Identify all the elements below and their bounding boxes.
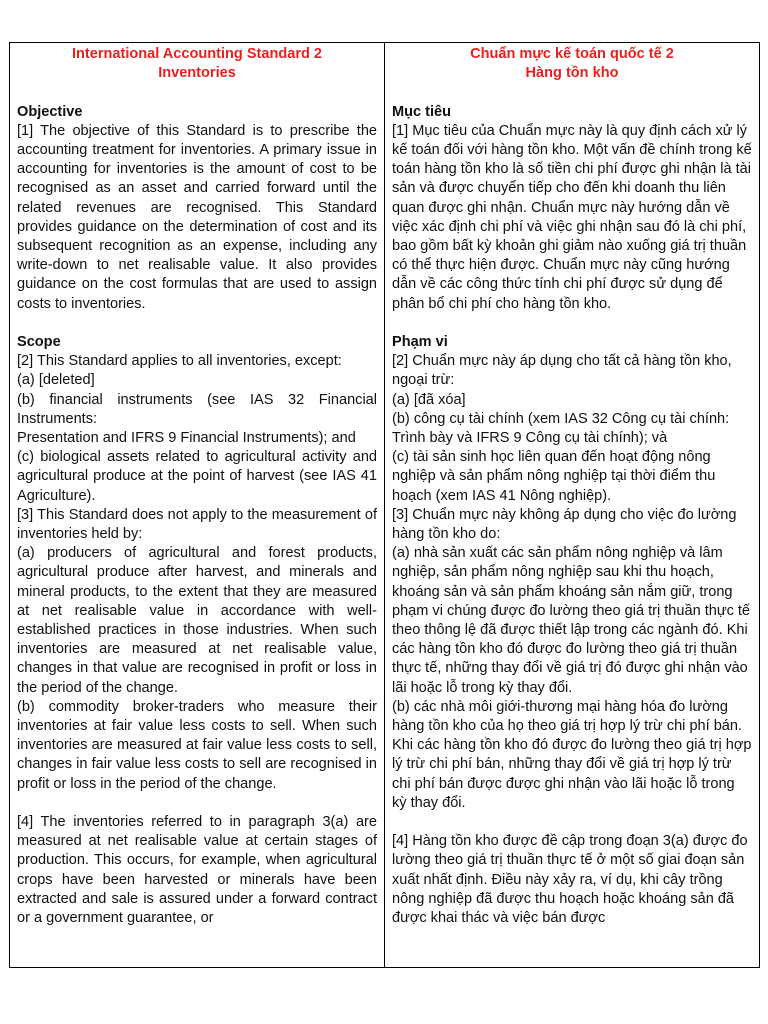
english-paragraph-2c: (c) biological assets related to agricultural activity and agricultural produce at the point of harvest (see IAS 41 Agriculture).: [17, 449, 377, 504]
vietnamese-column: [385, 43, 759, 967]
english-paragraph-3a: (a) producers of agricultural and forest products, agricultural produce after harvest, and minerals and mineral products, to the extent that they are measured at net realisable value in accordance with well-established practices in those industries. When such inventories are measured at net realisable value, changes in that value are recognised in profit or loss in the period of the change.: [17, 545, 377, 696]
vietnamese-paragraph-2c: (c) tài sản sinh học liên quan đến hoạt động nông nghiệp và sản phẩm nông nghiệp tại thời điểm thu hoạch (xem IAS 41 Nông nghiệp).: [392, 449, 716, 504]
english-paragraph-2b-line2: Presentation and IFRS 9 Financial Instruments); and: [17, 430, 356, 447]
vietnamese-paragraph-3-intro: [3] Chuẩn mực này không áp dụng cho việc đo lường hàng tồn kho do:: [392, 506, 737, 543]
english-column: [10, 43, 385, 967]
english-paragraph-3-intro: [3] This Standard does not apply to the measurement of inventories held by:: [17, 506, 377, 543]
vietnamese-scope-heading: Phạm vi: [392, 334, 448, 351]
english-scope-heading: Scope: [17, 334, 61, 351]
vietnamese-paragraph-4: [4] Hàng tồn kho được đề cập trong đoạn 3(a) được đo lường theo giá trị thuần thực tế ở một số giai đoạn sản xuất nhất định. Điều này xảy ra, ví dụ, khi cây trồng nông nghiệp đã được thu hoạch hoặc khoáng sản đã được khai thác và việc bán được: [392, 833, 748, 927]
vietnamese-paragraph-2a: (a) [đã xóa]: [392, 391, 466, 408]
vietnamese-paragraph-2-intro: [2] Chuẩn mực này áp dụng cho tất cả hàng tồn kho, ngoại trừ:: [392, 353, 732, 389]
english-paragraph-2-intro: [2] This Standard applies to all inventories, except:: [17, 353, 342, 370]
vietnamese-paragraph-2b: (b) công cụ tài chính (xem IAS 32 Công cụ tài chính: Trình bày và IFRS 9 Công cụ tài chính); và: [392, 410, 730, 447]
english-title-line2: Inventories: [158, 65, 236, 82]
vietnamese-objective-heading: Mục tiêu: [392, 103, 451, 120]
vietnamese-title-line1: Chuẩn mực kế toán quốc tế 2: [470, 46, 674, 62]
english-title-line1: International Accounting Standard 2: [71, 46, 322, 62]
vietnamese-paragraph-3b: (b) các nhà môi giới-thương mại hàng hóa đo lường hàng tồn kho của họ theo giá trị hợp lý trừ chi phí bán. Khi các hàng tồn kho đó được đo lường theo giá trị hợp lý trừ chi phí bán, những thay đổi về giá trị hợp lý trừ chi phí bán được được ghi nhận vào lãi hoặc lỗ trong kỳ thay đổi.: [392, 698, 752, 811]
vietnamese-title-line2: Hàng tồn kho: [525, 65, 619, 82]
bilingual-table: [9, 42, 760, 968]
english-paragraph-2a: (a) [deleted]: [17, 372, 95, 389]
vietnamese-paragraph-1: [1] Mục tiêu của Chuẩn mực này là quy định cách xử lý kế toán đối với hàng tồn kho. Một vấn đề chính trong kế toán hàng tồn kho là số tiền chi phí được ghi nhận là tài sản và được chuyển tiếp cho đến khi doanh thu liên quan được ghi nhận. Chuẩn mực này hướng dẫn về việc xác định chi phí và việc ghi nhận sau đó là chi phí, bao gồm bất kỳ khoản ghi giảm nào xuống giá trị thuần có thể thực hiện được. Chuẩn mực này cũng hướng dẫn về các công thức tính chi phí được sử dụng để phân bổ chi phí cho hàng tồn kho.: [392, 122, 752, 312]
english-objective-heading: Objective: [17, 103, 83, 120]
english-paragraph-1: [1] The objective of this Standard is to prescribe the accounting treatment for inventories. A primary issue in accounting for inventories is the amount of cost to be recognised as an asset and carried forward until the related revenues are recognised. This Standard provides guidance on the determination of cost and its subsequent recognition as an expense, including any write-down to net realisable value. It also provides guidance on the cost formulas that are used to assign costs to inventories.: [17, 122, 377, 312]
english-paragraph-2b-line1: (b) financial instruments (see IAS 32 Financial Instruments:: [17, 391, 377, 427]
english-paragraph-4: [4] The inventories referred to in paragraph 3(a) are measured at net realisable value at certain stages of production. This occurs, for example, when agricultural crops have been harvested or minerals have been extracted and sale is assured under a forward contract or a government guarantee, or: [17, 814, 377, 927]
vietnamese-paragraph-3a: (a) nhà sản xuất các sản phẩm nông nghiệp và lâm nghiệp, sản phẩm nông nghiệp sau khi thu hoạch, khoáng sản và sản phẩm khoáng sản nắm giữ, trong phạm vi chúng được đo lường theo giá trị thuần thực tế theo thông lệ đã được thiết lập trong các ngành đó. Khi các hàng tồn kho đó được đo lường theo giá trị thuần thực tế, những thay đổi về giá trị đó được ghi nhận vào lãi hoặc lỗ trong kỳ thay đổi.: [392, 545, 751, 696]
english-paragraph-3b: (b) commodity broker-traders who measure their inventories at fair value less costs to sell. When such inventories are measured at fair value less costs to sell, changes in fair value less costs to sell are recognised in profit or loss in the period of the change.: [17, 698, 377, 792]
